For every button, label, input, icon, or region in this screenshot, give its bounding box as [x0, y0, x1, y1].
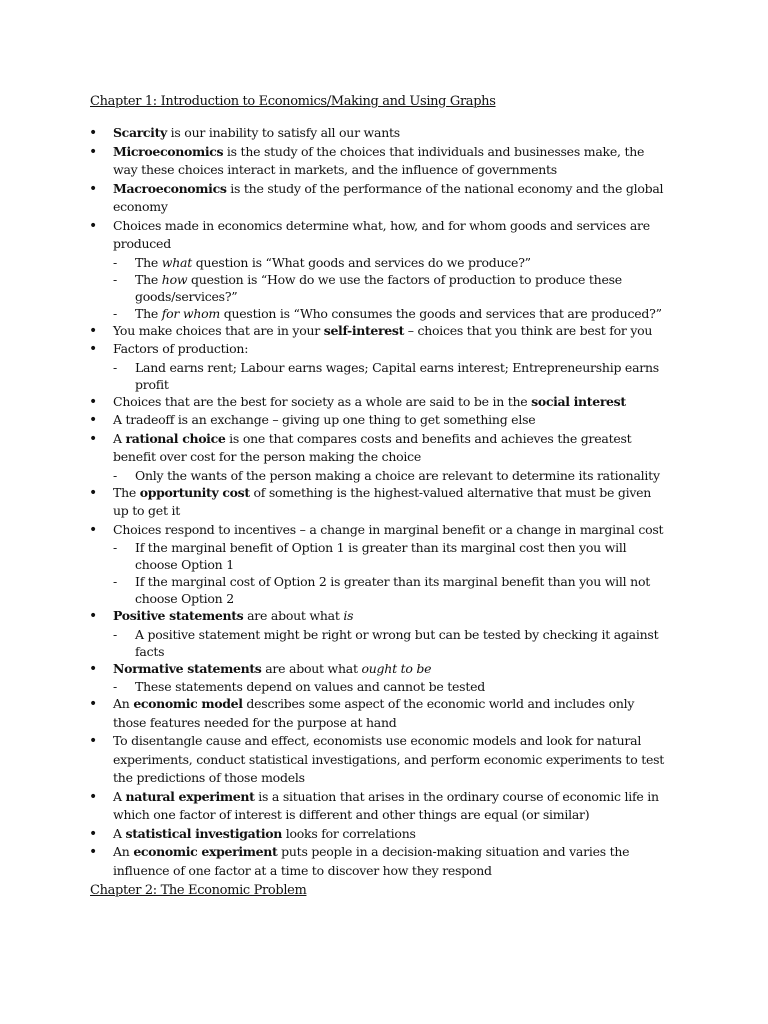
sub-item: - The for whom question is “Who consumes the goods and services that are produced?”	[113, 305, 662, 321]
sub-item: - Land earns rent; Labour earns wages; Capital earns interest; Entrepreneurship earns profit	[113, 359, 659, 392]
list-item: • Factors of production:	[89, 341, 249, 357]
bullet-icon: •	[89, 180, 98, 197]
bullet-icon: •	[89, 825, 98, 842]
bullet-icon: •	[89, 608, 98, 624]
list-item: • To disentangle cause and effect, economists use economic models and look for natural experiments, conduct statistical investigations, and perform economic experiments to test the predictions of those models	[89, 733, 665, 785]
list-item: • A rational choice is one that compares costs and benefits and achieves the greatest benefit over cost for the person making the choice	[89, 430, 632, 464]
list-item: • Microeconomics is the study of the choices that individuals and businesses make, the way these choices interact in markets, and the influence of governments	[89, 143, 645, 177]
chapter-1-heading: Chapter 1: Introduction to Economics/Making and Using Graphs	[90, 94, 496, 109]
sub-item: - A positive statement might be right or wrong but can be tested by checking it against facts	[113, 626, 659, 659]
bullet-icon: •	[89, 143, 98, 160]
bullet-icon: •	[89, 733, 98, 749]
bullet-icon: •	[89, 660, 98, 677]
chapter-2-heading: Chapter 2: The Economic Problem	[90, 883, 307, 898]
list-item: • Normative statements are about what ought to be	[89, 660, 432, 677]
bullet-icon: •	[89, 430, 98, 447]
sub-item: - The what question is “What goods and services do we produce?”	[113, 254, 531, 270]
list-item: • You make choices that are in your self-interest – choices that you think are best for you	[89, 322, 653, 339]
bullet-icon: •	[89, 696, 98, 712]
bullet-icon: •	[89, 521, 98, 538]
bullet-icon: •	[89, 788, 98, 805]
list-item: • A natural experiment is a situation that arises in the ordinary course of economic life in which one factor of interest is different and other things are equal (or similar)	[89, 788, 659, 822]
list-item: • A tradeoff is an exchange – giving up one thing to get something else	[89, 412, 536, 428]
bullet-icon: •	[89, 341, 98, 357]
bullet-icon: •	[89, 217, 98, 234]
list-item: • A statistical investigation looks for correlations	[89, 825, 416, 842]
bullet-icon: •	[89, 844, 98, 860]
bullet-icon: •	[89, 393, 98, 410]
sub-item: - These statements depend on values and cannot be tested	[113, 679, 486, 694]
bullet-icon: •	[89, 412, 98, 428]
chapter-1-notes	[0, 124, 768, 880]
list-item: • Choices that are the best for society as a whole are said to be in the social interest	[89, 393, 626, 410]
list-item: • Choices made in economics determine what, how, and for whom goods and services are produced	[89, 217, 650, 251]
bullet-icon: •	[89, 322, 98, 339]
list-item: • Choices respond to incentives – a change in marginal benefit or a change in marginal cost	[89, 521, 664, 538]
list-item: • The opportunity cost of something is the highest-valued alternative that must be given up to get it	[89, 484, 652, 518]
sub-item: - The how question is “How do we use the factors of production to produce these goods/services?”	[113, 271, 622, 304]
sub-item: - Only the wants of the person making a choice are relevant to determine its rationality	[113, 467, 660, 483]
list-item: • An economic model describes some aspect of the economic world and includes only those features needed for the purpose at hand	[89, 696, 635, 730]
bullet-icon: •	[89, 484, 98, 501]
sub-item: - If the marginal benefit of Option 1 is greater than its marginal cost then you will choose Option 1	[113, 540, 627, 572]
bullet-icon: •	[89, 125, 98, 141]
list-item: • Scarcity is our inability to satisfy all our wants	[89, 125, 400, 141]
sub-item: - If the marginal cost of Option 2 is greater than its marginal benefit than you will not choose Option 2	[113, 574, 650, 606]
list-item: • Macroeconomics is the study of the performance of the national economy and the global economy	[89, 180, 664, 214]
list-item: • An economic experiment puts people in a decision-making situation and varies the influence of one factor at a time to discover how they respond	[89, 844, 630, 878]
list-item: • Positive statements are about what is	[89, 608, 354, 624]
